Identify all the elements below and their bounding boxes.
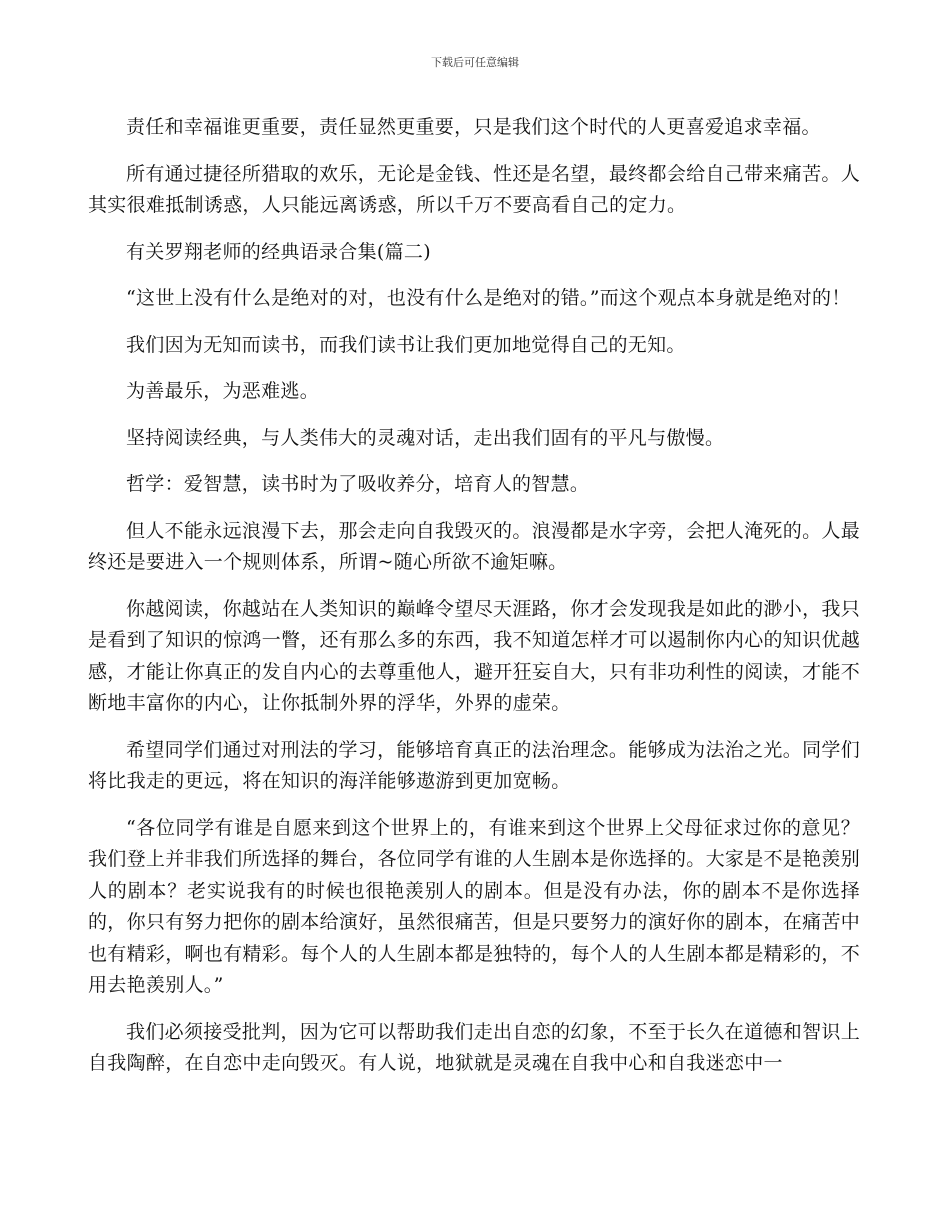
paragraph-7: 哲学：爱智慧，读书时为了吸收养分，培育人的智慧。 bbox=[126, 473, 590, 495]
paragraph-1: 责任和幸福谁更重要，责任显然更重要，只是我们这个时代的人更喜爱追求幸福。 bbox=[126, 116, 821, 138]
paragraph-3: “这世上没有什么是绝对的对，也没有什么是绝对的错。”而这个观点本身就是绝对的！ bbox=[126, 287, 851, 309]
paragraph-10: 希望同学们通过对刑法的学习，能够培育真正的法治理念。能够成为法治之光。同学们将比我走的更远，将在知识的海洋能够遨游到更加宽畅。 bbox=[88, 738, 860, 792]
paragraph-6: 坚持阅读经典，与人类伟大的灵魂对话，走出我们固有的平凡与傲慢。 bbox=[126, 426, 725, 449]
paragraph-4: 我们因为无知而读书，而我们读书让我们更加地觉得自己的无知。 bbox=[126, 333, 686, 356]
paragraph-9: 你越阅读，你越站在人类知识的巅峰令望尽天涯路，你才会发现我是如此的渺小，我只是看到了知识的惊鸿一瞥，还有那么多的东西，我不知道怎样才可以遏制你内心的知识优越感，才能让你真正的发自内心的去尊重他人，避开狂妄自大，只有非功利性的阅读，才能不断地丰富你的内心，让你抵制外界的浮华，外界的虚荣。 bbox=[88, 597, 861, 714]
paragraph-8: 但人不能永远浪漫下去，那会走向自我毁灭的。浪漫都是水字旁，会把人淹死的。人最终还是要进入一个规则体系，所谓~随心所欲不逾矩嘛。 bbox=[88, 519, 860, 573]
paragraph-5: 为善最乐，为恶难逃。 bbox=[126, 380, 320, 402]
paragraph-2: 所有通过捷径所猎取的欢乐，无论是金钱、性还是名望，最终都会给自己带来痛苦。人其实很难抵制诱惑，人只能远离诱惑，所以千万不要高看自己的定力。 bbox=[88, 162, 860, 216]
paragraph-12: 我们必须接受批判，因为它可以帮助我们走出自恋的幻象，不至于长久在道德和智识上自我陶醉，在自恋中走向毁灭。有人说，地狱就是灵魂在自我中心和自我迷恋中一 bbox=[88, 1020, 860, 1074]
page-header: 下载后可任意编辑 bbox=[431, 56, 519, 69]
paragraph-11: “各位同学有谁是自愿来到这个世界上的，有谁来到这个世界上父母征求过你的意见？我们登上并非我们所选择的舞台，各位同学有谁的人生剧本是你选择的。大家是不是艳羡别人的剧本？老实说我有的时候也很艳羡别人的剧本。但是没有办法，你的剧本不是你选择的，你只有努力把你的剧本给演好，虽然很痛苦，但是只要努力的演好你的剧本，在痛苦中也有精彩，啊也有精彩。每个人的人生剧本都是独特的，每个人的人生剧本都是精彩的，不用去艳羡别人。” bbox=[88, 816, 861, 996]
section-heading: 有关罗翔老师的经典语录合集(篇二) bbox=[126, 240, 431, 263]
document-body bbox=[88, 112, 860, 1095]
